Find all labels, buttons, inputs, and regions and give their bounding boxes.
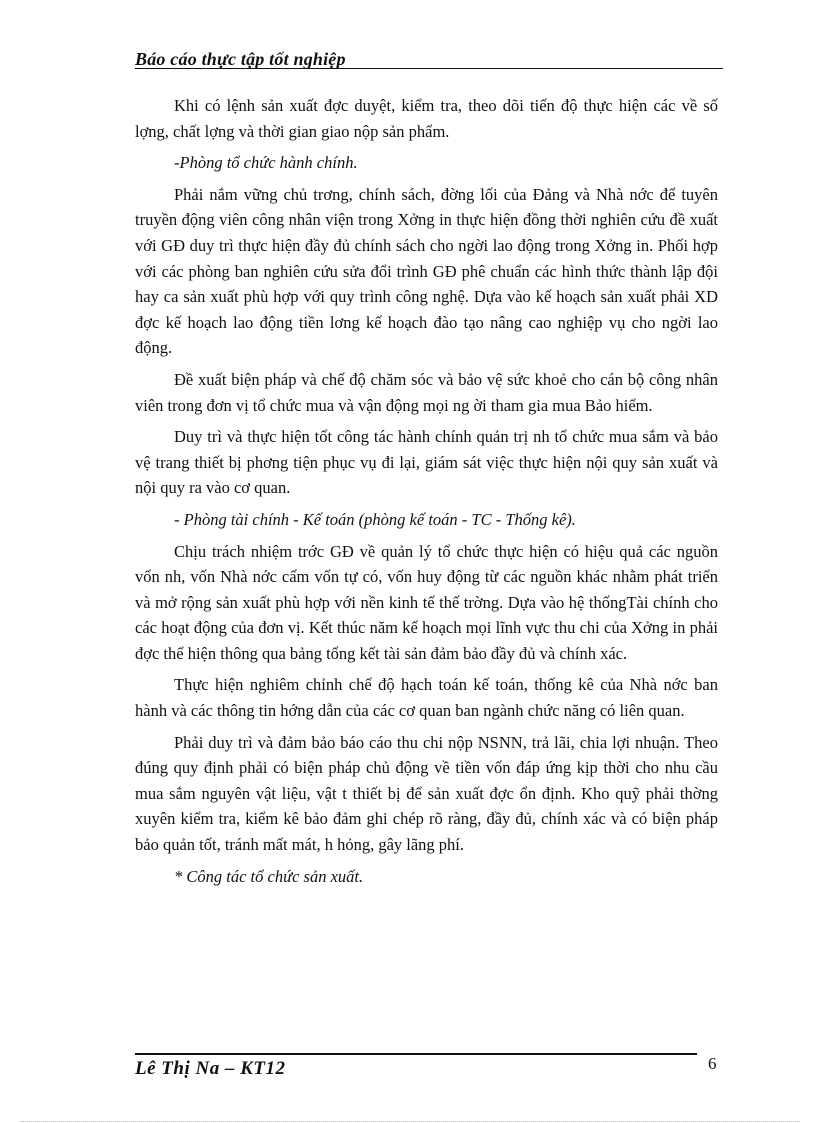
header-rule: [135, 68, 723, 69]
paragraph: Thực hiện nghiêm chỉnh chế độ hạch toán kế toán, thống kê của Nhà nớc ban hành và các thông tin hớng dẫn của các cơ quan ban ngành chức năng có liên quan.: [135, 675, 718, 721]
paragraph: Phải duy trì và đảm bảo báo cáo thu chi nộp NSNN, trả lãi, chia lợi nhuận. Theo đúng quy định phải có biện pháp chủ động về tiền vốn đáp ứng kịp thời cho nhu cầu mua sắm nguyên vật liệu, vật t thiết bị để sản xuất đợc ổn định. Kho quỹ phải thờng xuyên kiểm tra, kiểm kê bảo đảm ghi chép rõ ràng, đầy đủ, chính xác và có biện pháp bảo quản tốt, tránh mất mát, h hỏng, gây lãng phí.: [135, 732, 718, 855]
page-number: 6: [708, 1054, 717, 1073]
page-bottom-border: [20, 1121, 800, 1122]
section-heading: * Công tác tổ chức sản xuất.: [174, 866, 364, 886]
footer-author: Lê Thị Na – KT12: [135, 1058, 286, 1079]
body-text: [135, 93, 718, 895]
section-heading: -Phòng tổ chức hành chính.: [174, 153, 358, 173]
paragraph: Duy trì và thực hiện tốt công tác hành chính quản trị nh tổ chức mua sắm và bảo vệ trang thiết bị phơng tiện phục vụ đi lại, giám sát việc thực hiện nội quy sản xuất và nội quy ra vào cơ quan.: [135, 427, 718, 498]
paragraph: Phải nắm vững chủ trơng, chính sách, đờng lối của Đảng và Nhà nớc để tuyên truyền động viên công nhân viện trong Xởng in thực hiện đồng thời nghiên cứu đề xuất với GĐ duy trì thực hiện đầy đủ chính sách cho ngời lao động trong Xởng in. Phối hợp với các phòng ban nghiên cứu sửa đổi trình GĐ phê chuẩn các hình thức thành lập đội hay ca sản xuất phù hợp với quy trình công nghệ. Dựa vào kế hoạch sản xuất phải XD đợc kế hoạch lao động tiền lơng kế hoạch đào tạo nâng cao nghiệp vụ cho ngời lao động.: [135, 184, 718, 358]
header-title: Báo cáo thực tập tốt nghiệp: [135, 49, 346, 69]
section-heading: - Phòng tài chính - Kế toán (phòng kế toán - TC - Thống kê).: [174, 509, 576, 529]
paragraph: Chịu trách nhiệm trớc GĐ về quản lý tổ chức thực hiện có hiệu quả các nguồn vốn nh, vốn Nhà nớc cấm vốn tự có, vốn huy động từ các nguồn khác nhằm phát triển và mở rộng sản xuất phù hợp với nền kinh tế thế trờng. Dựa vào hệ thốngTài chính cho các hoạt động của đơn vị. Kết thúc năm kế hoạch mọi lĩnh vực thu chi của Xởng in phải đợc thể hiện thông qua bảng tổng kết tài sản đảm bảo đầy đủ và chính xác.: [135, 541, 718, 663]
paragraph: Đề xuất biện pháp và chế độ chăm sóc và bảo vệ sức khoẻ cho cán bộ công nhân viên trong đơn vị tổ chức mua và vận động mọi ng ời tham gia mua Bảo hiểm.: [135, 369, 718, 415]
footer-rule: [135, 1053, 697, 1055]
paragraph: Khi có lệnh sản xuất đợc duyệt, kiểm tra, theo dõi tiến độ thực hiện các về số lợng, chất lợng và thời gian giao nộp sản phẩm.: [135, 96, 718, 141]
